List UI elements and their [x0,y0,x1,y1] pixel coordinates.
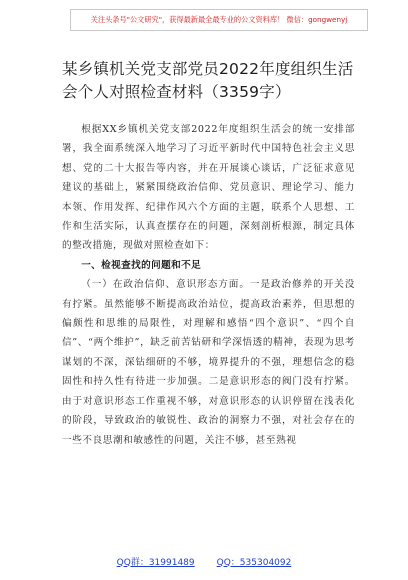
header-banner [70,9,368,31]
intro-paragraph: 根据XX乡镇机关党支部2022年度组织生活会的统一安排部署，我全面系统深入地学习了习近平新时代中国特色社会主义思想、党的二十大报告等内容，并在开展谈心谈话，广泛征求意见建议的基础上，紧紧围绕政治信仰、党员意识、理论学习、能力本领、作用发挥、纪律作风六个方面的主题，联系个人思想、工作和生活实际，认真查摆存在的问题，深刻剖析根源，制定具体的整改措施，现做对照检查如下： [62,124,355,252]
header-banner-text: 关注头条号"公文研究"，获得最新最全最专业的公文资料库！ 微信：gongwenyj [90,15,348,24]
footer-qq-group[interactable]: QQ群：31991489 [116,557,195,568]
page-title: 某乡镇机关党支部党员2022年度组织生活会个人对照检查材料（3359字） [62,60,354,101]
footer-contact-bar [0,551,408,571]
section-paragraph: （一）在政治信仰、意识形态方面。一是政治修养的开关没有拧紧。虽然能够不断提高政治站位，提高政治素养，但思想的偏颇性和思维的局限性，对理解和感悟“四个意识”、“四个自信”、“两个维护”，缺乏前苦钻研和学深悟透的精神，表现为思考谋划的不深，深钻细研的不够，境界提升的不强，理想信念的稳固性和持久性有待进一步加强。二是意识形态的阀门没有拧紧。由于对意识形态工作重视不够，对意识形态的认识停留在浅表化的阶段，导致政治的敏锐性、政治的洞察力不强，对社会存在的一些不良思潮和敏感性的问题，关注不够，甚至熟视 [62,279,355,446]
section-heading: 一、检视查找的问题和不足 [81,259,202,271]
document-body [62,120,355,450]
footer-qq[interactable]: QQ：535304092 [216,557,292,568]
